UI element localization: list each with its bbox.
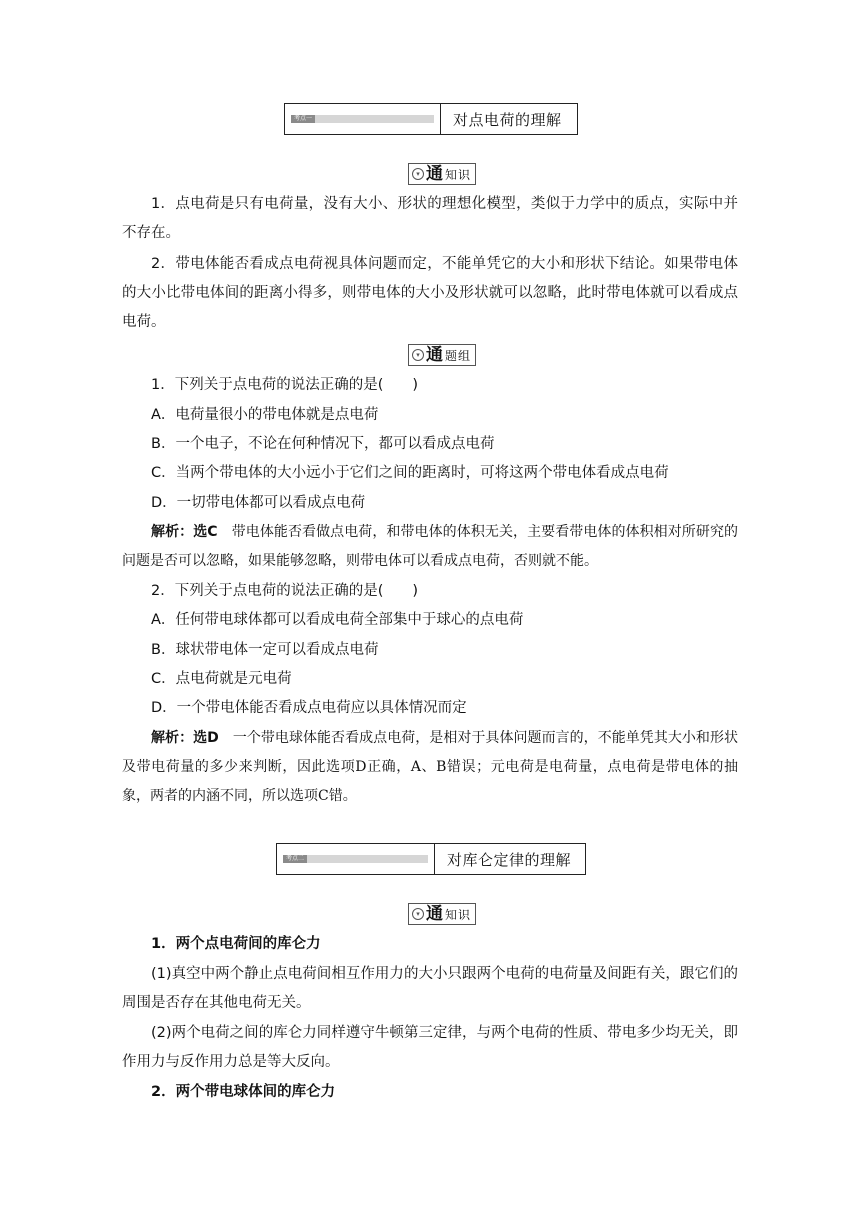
question-2-option-a: A．任何带电球体都可以看成电荷全部集中于球心的点电荷 (151, 612, 524, 628)
question-1-option-b: B．一个电子，不论在何种情况下，都可以看成点电荷 (151, 436, 495, 452)
chevron-down-icon: ▾ (412, 908, 424, 920)
answer-2: 解析：选D 一个带电球体能否看成点电荷，是相对于具体问题而言的，不能单凭其大小和形状及带电荷量的多少来判断，因此选项D正确，A、B错误；元电荷是电荷量，点电荷是带电体的抽象，两者的内涵不同，所以选项C错。 (122, 730, 738, 804)
section-tag: 考点一 (285, 104, 441, 134)
section-header-1 (284, 103, 578, 135)
question-2-option-b: B．球状带电体一定可以看成点电荷 (151, 642, 379, 658)
question-1-option-d: D．一切带电体都可以看成点电荷 (151, 495, 366, 511)
section-tag: 考点二 (277, 844, 435, 874)
coulomb-point-2: (2)两个电荷之间的库仑力同样遵守牛顿第三定律，与两个电荷的性质、带电多少均无关，即作用力与反作用力总是等大反向。 (122, 1025, 738, 1070)
badge-tong-zhishi-2: ▾ 通 知识 (408, 903, 476, 925)
knowledge-point-1: 1．点电荷是只有电荷量，没有大小、形状的理想化模型，类似于力学中的质点，实际中并不存在。 (122, 196, 738, 241)
section-title: 对点电荷的理解 (453, 110, 562, 129)
chevron-down-icon: ▾ (412, 168, 424, 180)
question-1: 1．下列关于点电荷的说法正确的是( ) (151, 377, 419, 393)
chevron-down-icon: ▾ (412, 349, 424, 361)
question-2-option-d: D．一个带电体能否看成点电荷应以具体情况而定 (151, 700, 467, 716)
badge-tong-tizu: ▾ 通 题组 (408, 344, 476, 366)
section-title: 对库仑定律的理解 (447, 850, 572, 869)
question-2: 2．下列关于点电荷的说法正确的是( ) (151, 583, 419, 599)
subheading-2: 2．两个带电球体间的库仑力 (151, 1084, 336, 1100)
subheading-1: 1．两个点电荷间的库仑力 (151, 936, 321, 952)
badge-tong-zhishi: ▾ 通 知识 (408, 163, 476, 185)
knowledge-point-2: 2．带电体能否看成点电荷视具体问题而定，不能单凭它的大小和形状下结论。如果带电体的大小比带电体间的距离小得多，则带电体的大小及形状就可以忽略，此时带电体就可以看成点电荷。 (122, 256, 738, 330)
question-1-option-a: A．电荷量很小的带电体就是点电荷 (151, 407, 379, 423)
coulomb-point-1: (1)真空中两个静止点电荷间相互作用力的大小只跟两个电荷的电荷量及间距有关，跟它们的周围是否存在其他电荷无关。 (122, 966, 738, 1011)
question-2-option-c: C．点电荷就是元电荷 (151, 671, 292, 687)
answer-1: 解析：选C 带电体能否看做点电荷，和带电体的体积无关，主要看带电体的体积相对所研究的问题是否可以忽略，如果能够忽略，则带电体可以看成点电荷，否则就不能。 (122, 524, 739, 569)
section-header-2 (276, 843, 586, 875)
question-1-option-c: C．当两个带电体的大小远小于它们之间的距离时，可将这两个带电体看成点电荷 (151, 465, 669, 481)
